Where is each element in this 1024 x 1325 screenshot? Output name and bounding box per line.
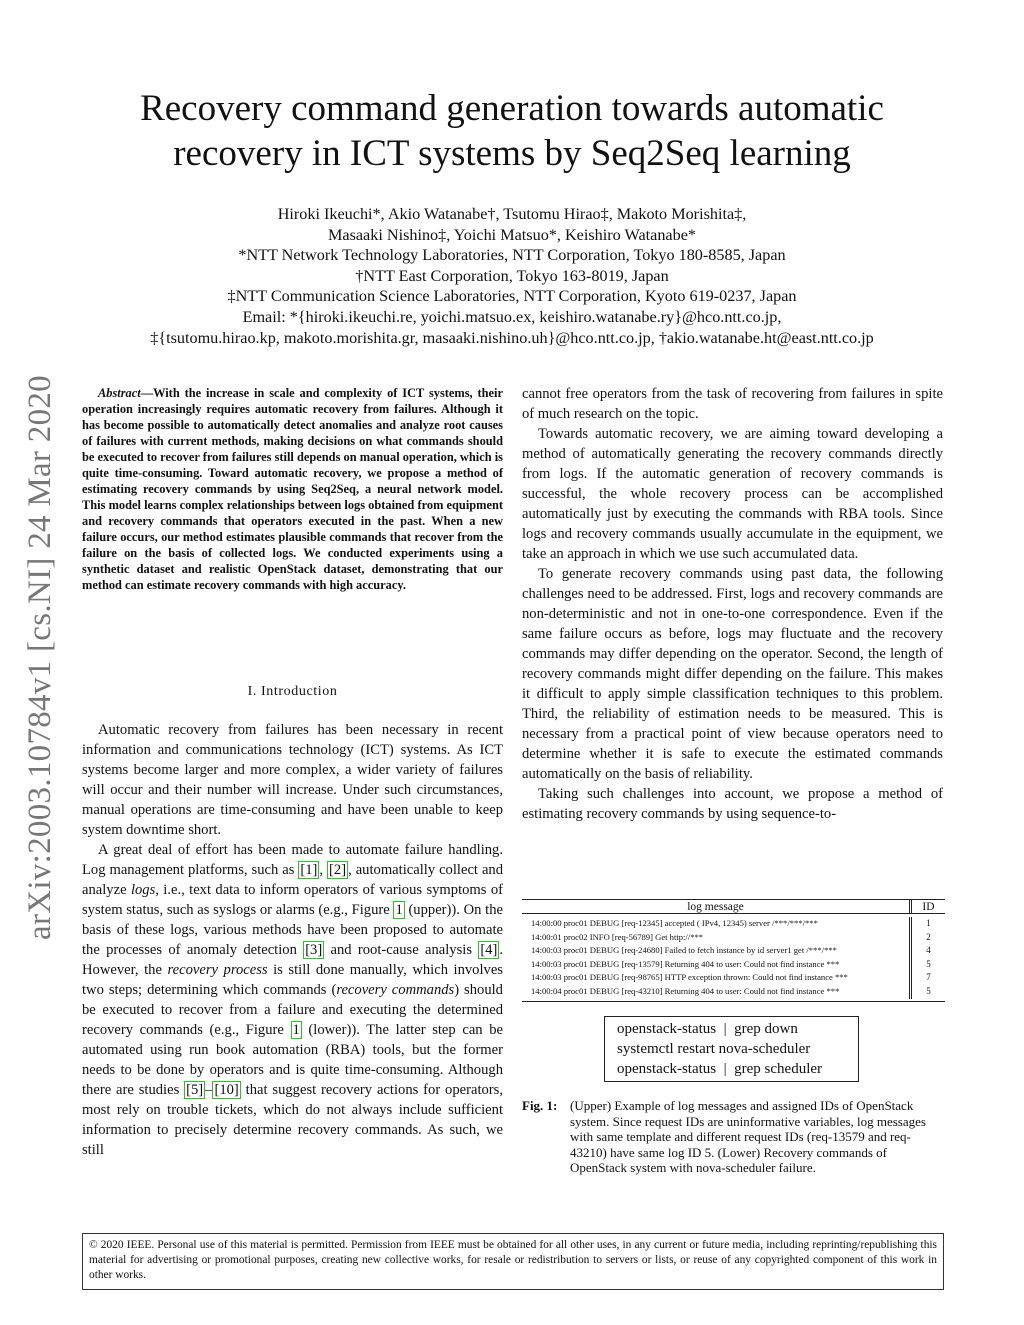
paper-title <box>60 86 964 176</box>
text-run: A great deal of effort has been made to automate failure handling. Log management platforms, such as <box>82 842 503 878</box>
log-message: 14:00:03 proc01 DEBUG [req-98765] HTTP exception thrown: Could not find instance *** <box>522 971 912 985</box>
abstract <box>82 385 503 593</box>
log-id: 2 <box>926 931 931 942</box>
figure-caption <box>522 1098 943 1176</box>
paragraph: Taking such challenges into account, we propose a method of estimating recovery commands by using sequence-to- <box>522 786 943 822</box>
table-row <box>522 985 945 999</box>
text-run: , i.e., text data to inform operators of various symptoms of system status, such as syslogs or alarms (e.g., Figure <box>82 882 503 918</box>
table-row <box>522 944 945 958</box>
title-line-2: recovery in ICT systems by Seq2Seq learning <box>173 133 851 174</box>
paragraph: Towards automatic recovery, we are aiming toward developing a method of automatically generating the recovery commands directly from logs. If the automatic generation of recovery commands is successful, the whole recovery process can be accomplished automatically just by executing the commands with RBA tools. Since logs and recovery commands usually accumulate in the equipment, we take an approach in which we use such accumulated data. <box>522 426 943 562</box>
log-message: 14:00:00 proc01 DEBUG [req-12345] accepted ( IPv4, 12345) server /***/***/*** <box>522 917 912 931</box>
table-row <box>522 971 945 985</box>
title-line-1: Recovery command generation towards automatic <box>140 88 884 129</box>
log-message: 14:00:03 proc01 DEBUG [req-13579] Returning 404 to user: Could not find instance *** <box>522 958 912 972</box>
command-line: systemctl restart nova-scheduler <box>617 1041 811 1057</box>
text-run: . However, the <box>82 942 503 978</box>
copyright-notice: © 2020 IEEE. Personal use of this material is permitted. Permission from IEEE must be obtained for all other uses, in any current or future media, including reprinting/republishing this material for advertising or promotional purposes, creating new collective works, for resale or redistribution to servers or lists, or reuse of any copyrighted component of this work in other works. <box>82 1233 944 1290</box>
recovery-commands-box <box>604 1016 859 1082</box>
log-message: 14:00:04 proc01 DEBUG [req-43210] Returning 404 to user: Could not find instance *** <box>522 985 912 999</box>
header-log-message: log message <box>522 900 912 913</box>
citation-link[interactable]: [10] <box>214 1082 239 1098</box>
text-run: that suggest recovery actions for operators, most rely on trouble tickets, which do not always include sufficient information to precisely determine recovery commands. As such, we still <box>82 1082 503 1158</box>
text-run: logs <box>130 882 156 898</box>
citation-link[interactable]: [4] <box>480 942 498 958</box>
abstract-label: Abstract <box>98 386 141 400</box>
text-run: , automatically collect and analyze <box>82 862 504 898</box>
log-id: 5 <box>926 958 931 969</box>
left-column-body <box>82 720 503 1160</box>
log-message-table <box>522 899 945 1002</box>
text-run: – <box>205 1082 213 1098</box>
citation-link[interactable]: [2] <box>329 862 347 878</box>
paragraph: A great deal of effort has been made to automate failure handling. Log management platforms, such as [1] , [2] , automatically collect and analyze logs, i.e., text data to inform operators of various symptoms of system status, such as syslogs or alarms (e.g., Figure 1 (upper)). On the basis of these logs, various methods have been proposed to automate the processes of anomaly detection [3] and root-cause analysis [4] . However, the recovery process is still done manually, which involves two steps; determining which commands (recovery commands) should be executed to recover from a failure and executing the determined recovery commands (e.g., Figure 1 (lower)). The latter step can be automated using run book automation (RBA) tools, but the former needs to be done by operators and is quite time-consuming. Although there are studies [5] – [10] that suggest recovery actions for operators, most rely on trouble tickets, which do not always include sufficient information to precisely determine recovery commands. As such, we still <box>82 842 504 1158</box>
text-run: (upper)). On the basis of these logs, various methods have been proposed to automate the processes of anomaly detection <box>82 902 503 958</box>
text-run: recovery commands <box>336 982 455 998</box>
author-line: Masaaki Nishino‡, Yoichi Matsuo*, Keishiro Watanabe* <box>328 225 696 244</box>
author-line: Hiroki Ikeuchi*, Akio Watanabe†, Tsutomu Hirao‡, Makoto Morishita‡, <box>277 205 747 223</box>
table-row <box>522 958 945 972</box>
log-id: 1 <box>926 918 931 928</box>
table-row <box>522 931 945 945</box>
table-body <box>522 914 945 1002</box>
citation-link[interactable]: [5] <box>186 1082 204 1098</box>
affiliation-line: †NTT East Corporation, Tokyo 163-8019, Japan <box>355 266 669 285</box>
log-message: 14:00:01 proc02 INFO [req-56789] Get http://*** <box>522 931 912 945</box>
author-block <box>60 204 964 348</box>
text-run: recovery process <box>167 962 268 978</box>
command-line: openstack-status | grep scheduler <box>617 1061 823 1077</box>
log-id: 4 <box>926 945 931 956</box>
paragraph: Automatic recovery from failures has been necessary in recent information and communications technology (ICT) systems. As ICT systems become larger and more complex, a wider variety of failures will occur and their number will increase. Under such circumstances, manual operations are time-consuming and have been unable to keep system downtime short. <box>82 722 503 838</box>
arxiv-stamp: arXiv:2003.10784v1 [cs.NI] 24 Mar 2020 <box>22 375 58 940</box>
text-run: (lower)). The latter step can be automated using run book automation (RBA) tools, but the former needs to be done by operators and is quite time-consuming. Although there are studies <box>82 1022 503 1098</box>
table-row <box>522 917 945 931</box>
paragraph: cannot free operators from the task of recovering from failures in spite of much research on the topic. <box>522 386 943 422</box>
email-line: Email: *{hiroki.ikeuchi.re, yoichi.matsuo.ex, keishiro.watanabe.ry}@hco.ntt.co.jp, <box>242 307 782 326</box>
affiliation-line: *NTT Network Technology Laboratories, NTT Corporation, Tokyo 180-8585, Japan <box>238 246 786 265</box>
log-id: 5 <box>926 985 931 996</box>
header-id: ID <box>922 901 935 913</box>
figure-link[interactable]: 1 <box>292 1022 300 1038</box>
text-run: is still done manually, which involves two steps; determining which commands ( <box>82 962 503 998</box>
paragraph: To generate recovery commands using past data, the following challenges need to be addressed. First, logs and recovery commands are non-deterministic and not in one-to-one correspondence. Even if the same failure occurs as before, logs may fluctuate and the recovery commands may differ depending on the operator. Second, the length of recovery commands might differ depending on the failure. This makes it difficult to apply simple classification techniques to this problem. Third, the reliability of estimation needs to be measured. This is necessary from a practical point of view because operators need to determine whether it is safe to execute the estimated commands automatically on the basis of reliability. <box>522 566 943 782</box>
text-run: ) should be executed to recover from a failure and executing the determined recovery commands (e.g., Figure <box>82 982 503 1038</box>
text-run: and root-cause analysis <box>324 942 479 958</box>
email-line: ‡{tsutomu.hirao.kp, makoto.morishita.gr, masaaki.nishino.uh}@hco.ntt.co.jp, †akio.watanabe.ht@east.ntt.co.jp <box>150 328 874 347</box>
table-header <box>522 899 945 914</box>
affiliation-line: ‡NTT Communication Science Laboratories, NTT Corporation, Kyoto 619-0237, Japan <box>227 287 797 306</box>
section-heading: I. Introduction <box>247 684 338 699</box>
figure-link[interactable]: 1 <box>395 902 403 918</box>
abstract-text: —With the increase in scale and complexity of ICT systems, their operation increasingly requires automatic recovery from failures. Although it has become possible to automatically detect anomalies and analyze root causes of failures with current methods, making decisions on what commands should be executed to recover from failures still depends on manual operation, which is quite time-consuming. Toward automatic recovery, we propose a method of estimating recovery commands by using Seq2Seq, a neural network model. This model learns complex relationships between logs obtained from equipment and recovery commands that operators executed in the past. When a new failure occurs, our method estimates plausible commands that recover from the failure on the basis of collected logs. We conducted experiments using a synthetic dataset and realistic OpenStack dataset, demonstrating that our method can estimate recovery commands with high accuracy. <box>82 386 503 592</box>
citation-link[interactable]: [1] <box>300 862 318 878</box>
right-column-body <box>522 384 943 824</box>
caption-text: (Upper) Example of log messages and assigned IDs of OpenStack system. Since request IDs are uninformative variables, log messages with same template and different request IDs (req-13579 and req-43210) have same log ID 5. (Lower) Recovery commands of OpenStack system with nova-scheduler failure. <box>570 1098 926 1176</box>
log-id: 7 <box>926 972 931 983</box>
command-line: openstack-status | grep down <box>617 1021 798 1037</box>
citation-link[interactable]: [3] <box>305 942 323 958</box>
caption-label: Fig. 1: <box>522 1098 558 1113</box>
log-message: 14:00:03 proc01 DEBUG [req-24680] Failed to fetch instance by id server1 get /***/*** <box>522 944 912 958</box>
